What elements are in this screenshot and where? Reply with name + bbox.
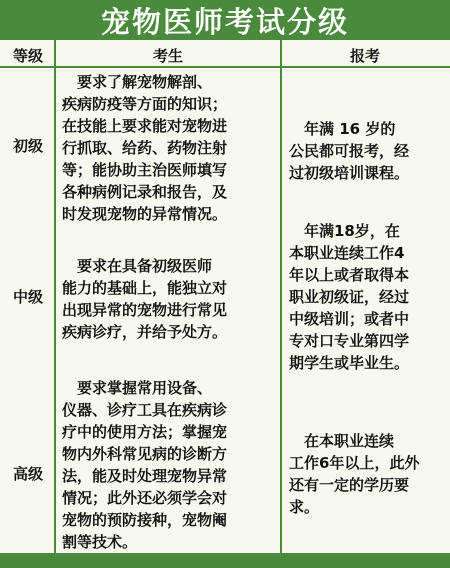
text-line: 法，能及时处理宠物异常 — [62, 467, 228, 485]
text-line: 过初级培训课程。 — [289, 164, 410, 182]
exam-text-intermediate — [62, 255, 227, 343]
exam-text-senior — [62, 377, 227, 553]
text-line: 要求掌握常用设备、 — [62, 379, 213, 397]
text-line: 出现异常的宠物进行常见 — [62, 301, 228, 319]
text-line: 物内外科常见病的诊断方 — [62, 445, 228, 463]
level-label-junior: 初级 — [12, 137, 43, 155]
column-divider-exam — [280, 40, 282, 553]
text-line: 疾病诊疗，并给予处方。 — [62, 323, 228, 341]
text-line: 时发现宠物的异常情况。 — [62, 205, 228, 223]
text-line: 疗中的使用方法；掌握宠 — [62, 423, 228, 441]
header-divider — [0, 66, 450, 68]
text-line: 要求了解宠物解剖、 — [62, 73, 213, 91]
exam-text-junior — [62, 71, 227, 225]
text-line: 要求在具备初级医师 — [62, 257, 213, 275]
text-line: 仪器、诊疗工具在疾病诊 — [62, 401, 228, 419]
text-line: 本职业连续工作4 — [289, 244, 405, 262]
text-line: 年满18岁，在 — [289, 222, 400, 240]
level-label-senior: 高级 — [12, 465, 43, 483]
text-line: 疾病防疫等方面的知识； — [62, 95, 228, 113]
text-line: 职业初级证，经过 — [289, 288, 410, 306]
text-line: 宠物的预防接种，宠物阉 — [62, 511, 228, 529]
page-title: 宠物医师考试分级 — [100, 4, 349, 39]
apply-text-senior — [289, 430, 419, 518]
apply-text-intermediate — [289, 220, 409, 374]
text-line: 期学生或毕业生。 — [289, 354, 410, 372]
text-line: 等；能协助主治医师填写 — [62, 161, 228, 179]
header-apply: 报考 — [349, 47, 380, 65]
text-line: 求。 — [289, 498, 320, 516]
text-line: 中级培训；或者中 — [289, 310, 410, 328]
text-line: 情况；此外还必须学会对 — [62, 489, 228, 507]
text-line: 在技能上要求能对宠物进 — [62, 117, 228, 135]
text-line: 工作6年以上，此外 — [289, 454, 420, 472]
level-label-intermediate: 中级 — [12, 288, 43, 306]
grading-table — [0, 40, 450, 553]
text-line: 公民都可报考，经 — [289, 142, 410, 160]
title-bar — [0, 0, 450, 40]
text-line: 在本职业连续 — [289, 432, 395, 450]
column-divider-level — [54, 40, 56, 553]
apply-text-junior — [289, 118, 409, 184]
text-line: 各种病例记录和报告，及 — [62, 183, 228, 201]
header-exam: 考生 — [152, 47, 183, 65]
text-line: 年以上或者取得本 — [289, 266, 410, 284]
text-line: 能力的基础上，能独立对 — [62, 279, 228, 297]
header-level: 等级 — [12, 47, 43, 65]
text-line: 年满 16 岁的 — [289, 120, 396, 138]
text-line: 行抓取、给药、药物注射 — [62, 139, 228, 157]
bottom-bar — [0, 553, 450, 568]
text-line: 割等技术。 — [62, 533, 138, 551]
text-line: 专对口专业第四学 — [289, 332, 410, 350]
text-line: 还有一定的学历要 — [289, 476, 410, 494]
